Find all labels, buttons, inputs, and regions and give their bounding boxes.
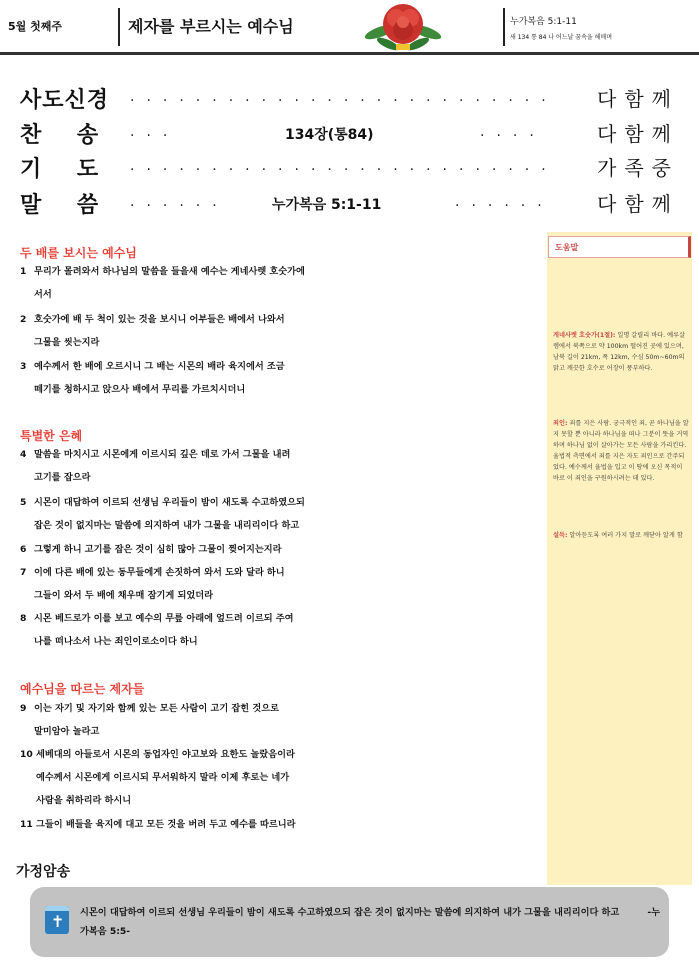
verse-line: 고기를 잡으라 [34, 472, 91, 483]
header-divider [503, 8, 505, 46]
help-term: 게네사렛 호숫가(1절): [553, 332, 616, 339]
verse-line: 그렇게 하니 고기를 잡은 것이 심히 많아 그물이 찢어지는지라 [34, 544, 282, 555]
verse-line: 그물을 씻는지라 [34, 337, 100, 348]
help-term: 죄인: [553, 420, 568, 427]
verse-line: 세베대의 아들로서 시몬의 동업자인 야고보와 요한도 놀랐음이라 [36, 749, 295, 760]
memory-verse-ref: -누가복음 5:5- [80, 907, 661, 937]
order-participant: 다함께 [597, 122, 679, 146]
verse-10 [20, 743, 540, 812]
scripture-reference: 누가복음 5:1-11 [510, 17, 577, 27]
verse-line: 이는 자기 및 자기와 함께 있는 모든 사람이 고기 잡힌 것으로 [34, 703, 279, 714]
verse-line: 나를 떠나소서 나는 죄인이로소이다 하니 [34, 636, 198, 647]
verse-line: 잡은 것이 없지마는 말씀에 의지하여 내가 그물을 내리리이다 하고 [34, 520, 300, 531]
verse-line: 떼기를 청하시고 앉으사 배에서 무리를 가르치시더니 [34, 384, 246, 395]
order-participant: 가족중 [597, 156, 679, 180]
order-row-sermon [0, 188, 699, 228]
verse-number: 10 [20, 749, 33, 760]
memory-verse-title: 가정암송 [16, 864, 71, 880]
verse-7 [20, 561, 540, 607]
section-title: 두 배를 보시는 예수님 [20, 246, 137, 260]
verse-line: 말씀을 마치시고 시몬에게 이르시되 깊은 데로 가서 그물을 내려 [34, 449, 291, 460]
order-row-creed [0, 83, 699, 123]
hymn-note: 새 134 통 84 나 어느날 꿈속을 헤매며 [510, 34, 612, 41]
verse-number: 3 [20, 361, 27, 372]
verse-number: 1 [20, 266, 27, 277]
header [0, 0, 699, 53]
verse-number: 8 [20, 613, 27, 624]
order-participant: 다함께 [597, 192, 679, 216]
verse-6 [20, 538, 540, 561]
verse-11 [20, 813, 540, 836]
verse-line: 말미암아 놀라고 [34, 726, 100, 737]
help-tab [548, 236, 691, 258]
verse-number: 9 [20, 703, 27, 714]
verse-line: 예수께서 한 배에 오르시니 그 배는 시몬의 배라 육지에서 조금 [34, 361, 285, 372]
leader-dots: ······ [130, 198, 229, 214]
help-definition: 죄를 지은 사람. 궁극적인 죄, 곧 하나님을 알지 못할 뿐 아니라 하나님을 떠나 그분이 뜻을 거역하며 하나님 없이 살아가는 모든 사람을 가리킨다. 율법적 측면에서 죄를 지은 자도 죄인으로 간주되었다. 예수께서 율법을 입고 이 땅에 오신 목적이 바로 이 죄인을 구원하시려는 데 있다. [553, 420, 689, 482]
verse-number: 7 [20, 567, 27, 578]
leader-dots: ··· [130, 128, 180, 144]
verse-8 [20, 607, 540, 653]
verse-line: 그들이 배들을 육지에 대고 모든 것을 버려 두고 예수를 따르니라 [36, 819, 296, 830]
leader-dots: ·························· [130, 162, 558, 178]
section-title: 특별한 은혜 [20, 429, 83, 443]
carnation-icon [358, 0, 448, 52]
page-title: 제자를 부르시는 예수님 [128, 17, 294, 36]
help-note-galilee [553, 330, 689, 374]
order-participant: 다함께 [597, 87, 679, 111]
help-definition: 일명 갈릴리 바다. 예루살렘에서 북쪽으로 약 100km 떨어진 곳에 있으며, 남북 길이 21km, 폭 12km, 수심 50m~60m의 맑고 깨끗한 호수로 어장이 풍부하다. [553, 332, 686, 372]
order-row-prayer [0, 152, 699, 192]
verse-line: 그들이 와서 두 배에 채우매 잠기게 되었더라 [34, 590, 213, 601]
verse-number: 5 [20, 497, 27, 508]
help-note-persuade [553, 530, 689, 541]
verse-line: 이에 다른 배에 있는 동무들에게 손짓하여 와서 도와 달라 하니 [34, 567, 285, 578]
verse-1 [20, 260, 540, 306]
header-divider [118, 8, 120, 46]
order-detail: 134장(통84) [285, 127, 374, 143]
verse-line: 서서 [34, 289, 52, 300]
verse-line: 호숫가에 배 두 척이 있는 것을 보시니 어부들은 배에서 나와서 [34, 314, 285, 325]
verse-number: 4 [20, 449, 27, 460]
verse-line: 시몬 베드로가 이를 보고 예수의 무릎 아래에 엎드려 이르되 주여 [34, 613, 294, 624]
verse-5 [20, 491, 540, 537]
verse-number: 11 [20, 819, 33, 830]
header-rule [0, 52, 699, 55]
leader-dots: ······ [455, 198, 554, 214]
order-label: 말 씀 [20, 193, 100, 218]
leader-dots: ···· [480, 128, 546, 144]
verse-line: 사람을 취하리라 하시니 [36, 795, 132, 806]
leader-dots: ·························· [130, 93, 558, 109]
order-label: 기 도 [20, 157, 100, 182]
verse-number: 2 [20, 314, 27, 325]
help-tab-label: 도움말 [555, 243, 579, 252]
section-title: 예수님을 따르는 제자들 [20, 682, 145, 696]
memory-verse-body: 시몬이 대답하여 이르되 선생님 우리들이 밤이 새도록 수고하였으되 잡은 것이 없지마는 말씀에 의지하여 내가 그물을 내리리이다 하고 [80, 907, 620, 918]
order-label: 사도신경 [20, 88, 110, 113]
memory-verse-text [80, 903, 660, 941]
verse-line: 예수께서 시몬에게 이르시되 무서워하지 말라 이제 후로는 네가 [36, 772, 290, 783]
verse-line: 시몬이 대답하여 이르되 선생님 우리들이 밤이 새도록 수고하였으되 [34, 497, 305, 508]
order-detail: 누가복음 5:1-11 [272, 197, 382, 213]
order-label: 찬 송 [20, 123, 100, 148]
verse-number: 6 [20, 544, 27, 555]
verse-9 [20, 697, 540, 743]
bible-cross-icon: ✝ [45, 906, 69, 934]
verse-4 [20, 443, 540, 489]
verse-3 [20, 355, 540, 401]
verse-line: 무리가 몰려와서 하나님의 말씀을 들을새 예수는 게네사렛 호숫가에 [34, 266, 305, 277]
help-term: 설득: [553, 532, 568, 539]
help-note-sinner [553, 418, 689, 484]
help-definition: 알아듣도록 여러 가지 말로 깨닫아 알게 함 [567, 532, 683, 539]
week-label: 5월 첫째주 [8, 20, 62, 33]
verse-2 [20, 308, 540, 354]
